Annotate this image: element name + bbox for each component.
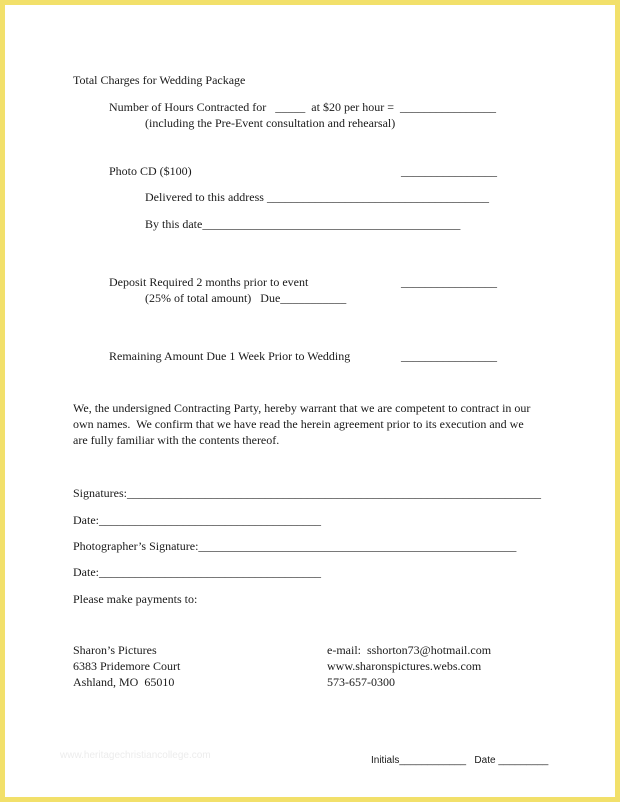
payments-label: Please make payments to: <box>73 592 198 606</box>
business-name: Sharon’s Pictures <box>73 643 157 657</box>
photo-cd-label: Photo CD ($100) <box>109 164 192 178</box>
remaining-amount-blank: ________________ <box>401 349 497 363</box>
website-line: www.sharonspictures.webs.com <box>327 659 482 673</box>
deposit-label: Deposit Required 2 months prior to event <box>109 275 309 289</box>
photographer-signature-line: Photographer’s Signature:_____________________________________________________ <box>73 539 517 553</box>
watermark-text: www.heritagechristiancollege.com <box>60 750 211 761</box>
photo-cd-blank: ________________ <box>401 164 497 178</box>
date-line-1: Date:_____________________________________ <box>73 513 321 527</box>
by-date-line: By this date___________________________________________ <box>145 217 461 231</box>
hours-note: (including the Pre-Event consultation and rehearsal) <box>145 116 396 130</box>
city-state-zip: Ashland, MO 65010 <box>73 675 175 689</box>
signatures-line: Signatures:_____________________________________________________________________ <box>73 486 541 500</box>
warranty-line-1: We, the undersigned Contracting Party, hereby warrant that we are competent to contract in our <box>73 401 531 415</box>
warranty-line-2: own names. We confirm that we have read the herein agreement prior to its execution and we <box>73 417 524 431</box>
hours-contracted-line: Number of Hours Contracted for _____ at $20 per hour = ________________ <box>109 100 497 114</box>
deposit-note: (25% of total amount) Due___________ <box>145 291 347 305</box>
remaining-amount-label: Remaining Amount Due 1 Week Prior to Wedding <box>109 349 351 363</box>
date-line-2: Date:_____________________________________ <box>73 565 321 579</box>
document-page <box>5 5 615 797</box>
charges-heading: Total Charges for Wedding Package <box>73 73 246 87</box>
delivered-address-line: Delivered to this address _____________________________________ <box>145 190 489 204</box>
street-address: 6383 Pridemore Court <box>73 659 181 673</box>
initials-date-footer: Initials____________ Date _________ <box>371 755 549 766</box>
deposit-blank: ________________ <box>401 275 497 289</box>
email-line: e-mail: sshorton73@hotmail.com <box>327 643 492 657</box>
warranty-line-3: are fully familiar with the contents thereof. <box>73 433 280 447</box>
phone-line: 573-657-0300 <box>327 675 395 689</box>
